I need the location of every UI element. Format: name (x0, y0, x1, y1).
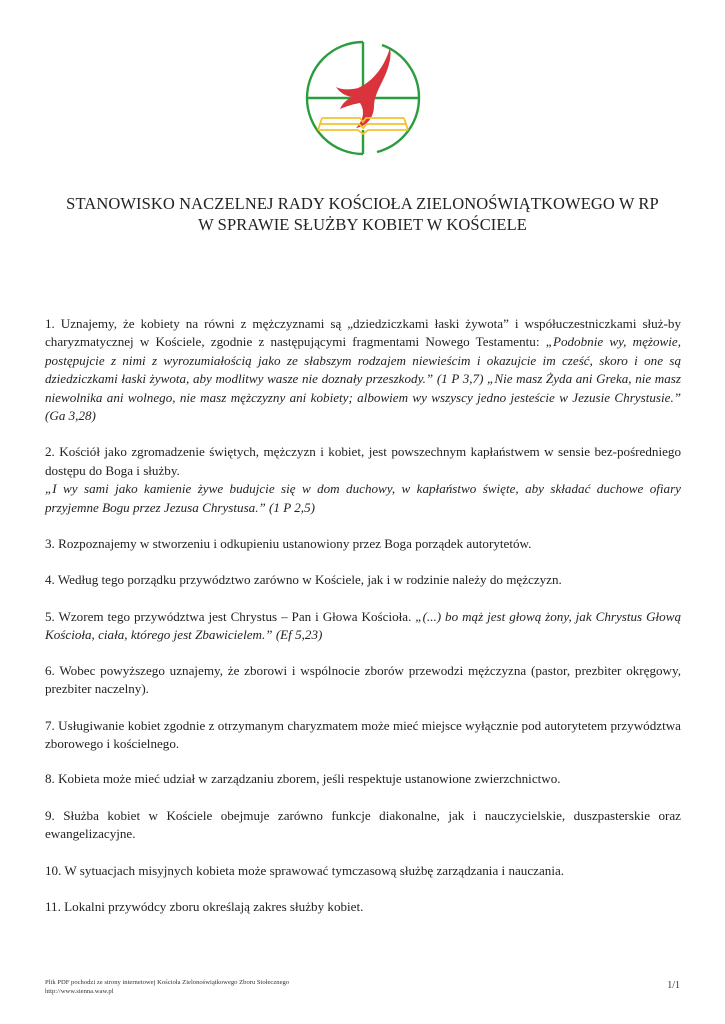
paragraph-6: 6. Wobec powyższego uznajemy, że zborowi i wspólnocie zborów przewodzi mężczyzna (pastor, prezbiter okręgowy, prezbiter naczelny). (45, 662, 681, 697)
title-line-1: STANOWISKO NACZELNEJ RADY KOŚCIOŁA ZIELONOŚWIĄTKOWEGO W RP (66, 194, 659, 213)
paragraph-text: 5. Wzorem tego przywództwa jest Chrystus – Pan i Głowa Kościoła. (45, 608, 416, 624)
paragraph-3: 3. Rozpoznajemy w stworzeniu i odkupieniu ustanowiony przez Boga porządek autorytetów. (45, 536, 532, 552)
footer-url: http://www.sienna.waw.pl (45, 987, 114, 995)
paragraph-10: 10. W sytuacjach misyjnych kobieta może sprawować tymczasową służbę zarządzania i nauczania. (45, 862, 565, 878)
page-title (40, 193, 685, 235)
page-footer (45, 979, 289, 996)
church-logo (302, 38, 424, 158)
title-line-2: W SPRAWIE SŁUŻBY KOBIET W KOŚCIELE (198, 215, 527, 234)
paragraph-5 (45, 608, 681, 645)
paragraph-2 (45, 443, 681, 517)
paragraph-1 (45, 315, 681, 425)
scripture-quote: „(...) bo mąż jest głową żony, jak Chrystus Głową Kościoła, ciała, którego jest Zbawicielem.” (Ef 5,23) (45, 608, 681, 643)
paragraph-4: 4. Według tego porządku przywództwo zarówno w Kościele, jak i w rodzinie należy do mężczyzn. (45, 572, 562, 588)
paragraph-8: 8. Kobieta może mieć udział w zarządzaniu zborem, jeśli respektuje ustanowione zwierzchnictwo. (45, 771, 561, 787)
paragraph-11: 11. Lokalni przywódcy zboru określają zakres służby kobiet. (45, 898, 364, 914)
scripture-quote: „I wy sami jako kamienie żywe budujcie się w dom duchowy, w kapłaństwo święte, aby składać duchowe ofiary przyjemne Bogu przez Jezusa Chrystusa.” (1 P 2,5) (45, 481, 681, 515)
footer-source-note: Plik PDF pochodzi ze strony internetowej Kościoła Zielonoświątkowego Zboru Stołecznego (45, 979, 290, 986)
paragraph-text: 2. Kościół jako zgromadzenie świętych, mężczyzn i kobiet, jest powszechnym kapłaństwem w sensie bez-pośredniego dostępu do Boga i służby. (45, 444, 681, 478)
page-number: 1/1 (667, 980, 680, 991)
paragraph-9: 9. Służba kobiet w Kościele obejmuje zarówno funkcje diakonalne, jak i nauczycielskie, duszpasterskie oraz ewangelizacyjne. (45, 807, 681, 842)
scripture-quote: „Podobnie wy, mężowie, postępujcie z nimi z wyrozumiałością jako ze słabszym rodzajem niewieścim i okazujcie im cześć, skoro i one są dziedziczkami łaski żywota, aby modlitwy wasze nie doznały przeszkody.” (1 P 3,7) „Nie masz Żyda ani Greka, nie masz niewolnika ani wolnego, nie masz mężczyzny ani kobiety; albowiem wy wszyscy jedno jesteście w Jezusie Chrystusie.” (Ga 3,28) (45, 334, 681, 424)
statement-body (45, 315, 681, 934)
paragraph-7: 7. Usługiwanie kobiet zgodnie z otrzymanym charyzmatem może mieć miejsce wyłącznie pod autorytetem przywództwa zborowego i kościelnego. (45, 717, 681, 751)
paragraph-text: 1. Uznajemy, że kobiety na równi z mężczyznami są „dziedziczkami łaski żywota” i współuczestniczkami służ-by charyzmatycznej w Kościele, zgodnie z następującymi fragmentami Nowego Testamentu: (45, 316, 681, 350)
